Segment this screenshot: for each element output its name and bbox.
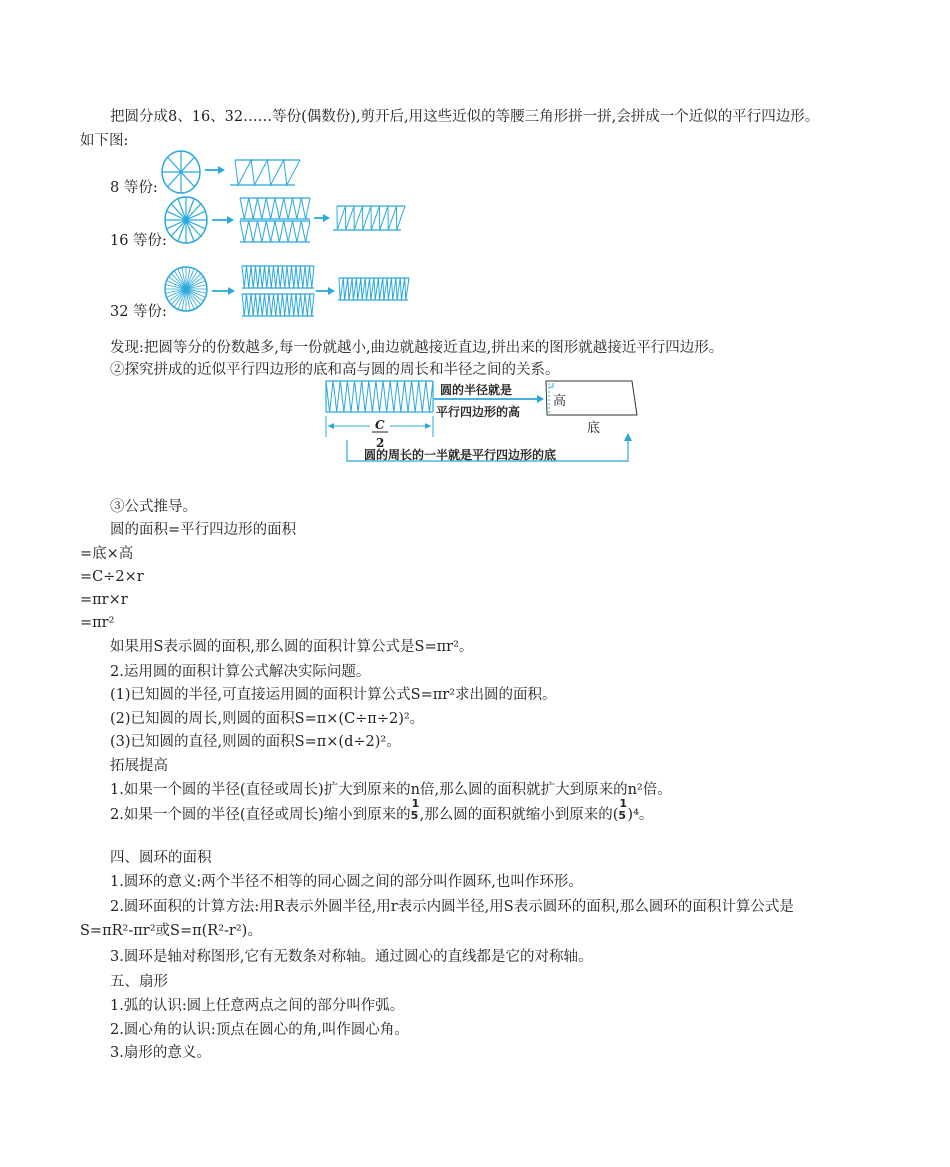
derivation-line: =πr² — [80, 615, 115, 631]
radius-note-line2: 平行四边形的高 — [436, 405, 521, 419]
arrow-head-icon — [425, 423, 431, 429]
figure-label-16: 16 等份: — [110, 233, 167, 249]
intro-continuation: 如下图: — [80, 133, 129, 149]
arrow-head-icon — [328, 287, 335, 295]
application-item: (3)已知圆的直径,则圆的面积S=π×(d÷2)²。 — [110, 734, 401, 750]
extension-text: )⁴。 — [627, 807, 654, 823]
sector-heading: 五、扇形 — [110, 974, 168, 990]
derivation-line: =C÷2×r — [80, 569, 144, 585]
arrow-head-icon — [328, 423, 334, 429]
figure-label-32: 32 等份: — [110, 304, 167, 320]
zigzag-strip — [240, 198, 310, 219]
right-angle-mark — [549, 383, 553, 387]
derivation-line: 圆的面积=平行四边形的面积 — [110, 522, 297, 538]
fraction-denominator: 5 — [618, 809, 627, 822]
extension-text: 2.如果一个圆的半径(直径或周长)缩小到原来的 — [110, 807, 411, 823]
zigzag-strip — [235, 160, 300, 185]
extension-item — [110, 797, 654, 825]
circle-radius-line — [181, 157, 194, 172]
derivation-line: =πr×r — [80, 592, 128, 608]
circle-radius-line — [186, 204, 201, 220]
sector-item: 2.圆心角的认识:顶点在圆心的角,叫作圆心角。 — [110, 1022, 409, 1038]
fraction-c-denominator: 2 — [376, 436, 385, 450]
extension-text: ,那么圆的面积就缩小到原来的( — [419, 807, 619, 823]
arrow-head-icon — [227, 216, 234, 224]
intro-paragraph: 把圆分成8、16、32……等份(偶数份),剪开后,用这些近似的等腰三角形拼一拼,会拼成一个近似的平行四边形。 — [110, 109, 820, 125]
derivation-heading: ③公式推导。 — [110, 499, 197, 515]
ring-item: 3.圆环是轴对称图形,它有无数条对称轴。通过圆心的直线都是它的对称轴。 — [110, 949, 593, 965]
circle-radius-line — [171, 220, 186, 236]
discovery-text: 发现:把圆等分的份数越多,每一份就越小,曲边就越接近直边,拼出来的图形就越接近平行四边形。 — [110, 340, 724, 356]
circle-radius-line — [171, 204, 186, 220]
derivation-line: =底×高 — [80, 546, 134, 562]
step2-heading: ②探究拼成的近似平行四边形的底和高与圆的周长和半径之间的关系。 — [110, 362, 560, 378]
application-item: (1)已知圆的半径,可直接运用圆的面积计算公式S=πr²求出圆的面积。 — [110, 687, 557, 703]
circle-radius-line — [168, 172, 181, 187]
arrow-head-icon — [228, 287, 235, 295]
fraction-one-fifth — [410, 797, 420, 825]
ring-item: 2.圆环面积的计算方法:用R表示外圆半径,用r表示内圆半径,用S表示圆环的面积,那么圆环的面积计算公式是 — [110, 899, 794, 915]
radius-note-line1: 圆的半径就是 — [440, 383, 513, 397]
zigzag-strip — [242, 266, 314, 288]
zigzag-strip — [337, 206, 405, 230]
area-formula-statement: 如果用S表示圆的面积,那么圆的面积计算公式是S=πr²。 — [110, 639, 474, 655]
arrow-head-icon — [537, 395, 544, 403]
fraction-numerator: 1 — [619, 797, 628, 810]
arrow-head-icon — [323, 214, 330, 222]
arrow-head-icon — [218, 166, 225, 174]
extension-heading: 拓展提高 — [110, 758, 168, 774]
ring-heading: 四、圆环的面积 — [110, 850, 212, 866]
arrow-head-icon — [624, 433, 632, 441]
figure-label-8: 8 等份: — [110, 180, 158, 196]
fraction-one-fifth — [618, 797, 628, 825]
sector-item: 1.弧的认识:圆上任意两点之间的部分叫作弧。 — [110, 998, 405, 1014]
circle-radius-line — [181, 172, 194, 187]
half-circumference-note: 圆的周长的一半就是平行四边形的底 — [364, 448, 557, 462]
ring-item: 1.圆环的意义:两个半径不相等的同心圆之间的部分叫作圆环,也叫作环形。 — [110, 874, 583, 890]
zigzag-strip — [242, 294, 314, 316]
zigzag-strip — [339, 278, 409, 300]
sector-item: 3.扇形的意义。 — [110, 1045, 211, 1061]
fraction-numerator: 1 — [411, 797, 420, 810]
ring-formula: S=πR²-πr²或S=π(R²-r²)。 — [80, 923, 262, 939]
circle-radius-line — [168, 157, 181, 172]
zigzag-strip — [240, 221, 310, 242]
fraction-c-numerator: C — [375, 418, 385, 432]
application-heading: 2.运用圆的面积计算公式解决实际问题。 — [110, 664, 371, 680]
height-label: 高 — [553, 394, 567, 409]
fraction-denominator: 5 — [410, 809, 419, 822]
application-item: (2)已知圆的周长,则圆的面积S=π×(C÷π÷2)²。 — [110, 711, 425, 727]
extension-item: 1.如果一个圆的半径(直径或周长)扩大到原来的n倍,那么圆的面积就扩大到原来的n²倍。 — [110, 782, 672, 798]
base-label: 底 — [587, 421, 601, 436]
zigzag-strip — [326, 381, 433, 412]
circle-radius-line — [186, 220, 201, 236]
